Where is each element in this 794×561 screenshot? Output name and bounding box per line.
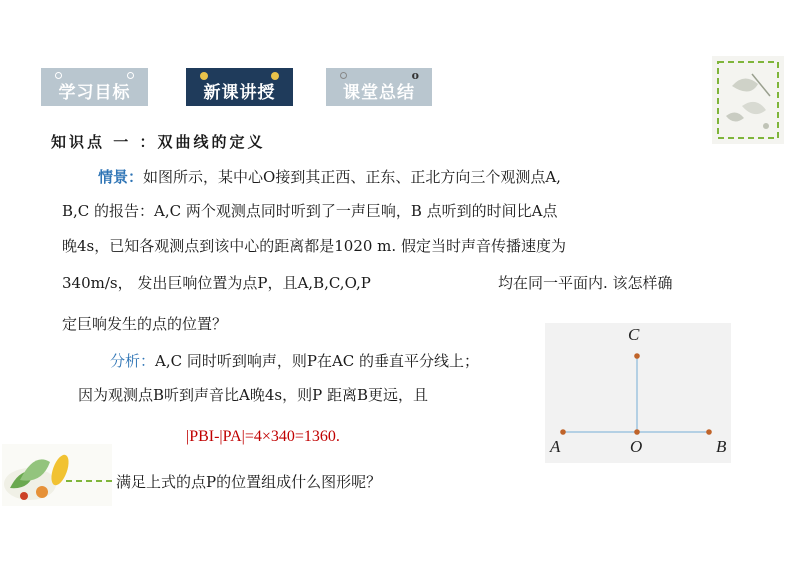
scenario-text: 如图所示，某中心O接到其正西、正东、正北方向三个观测点A, [143, 168, 561, 186]
point-o [634, 429, 640, 435]
point-diagram [545, 323, 731, 463]
dot-icon [200, 72, 208, 80]
point-c [634, 353, 640, 359]
point-b [706, 429, 712, 435]
label-c: C [628, 325, 640, 344]
label-b: B [716, 437, 727, 456]
tab-summary[interactable] [326, 68, 432, 106]
analysis-label: 分析： [110, 352, 156, 370]
circle-icon [127, 72, 134, 79]
circle-icon [55, 72, 62, 79]
scenario-line-2: B,C 的报告：A,C 两个观测点同时听到了一声巨响，B 点听到的时间比A点 [62, 202, 558, 220]
point-a [560, 429, 566, 435]
leaf-decoration-icon [712, 56, 784, 144]
circle-icon [340, 72, 347, 79]
tab-label: 学习目标 [58, 83, 131, 103]
analysis-line-1 [110, 350, 479, 371]
scenario-line-5: 定巨响发生的点的位置？ [62, 315, 228, 333]
tab-new-lesson[interactable] [186, 68, 293, 106]
label-a: A [550, 437, 561, 456]
scenario-line-3: 晚4s，已知各观测点到该中心的距离都是1020 m. 假定当时声音传播速度为 [62, 237, 566, 255]
analysis-line-2: 因为观测点B听到声音比A晚4s，则P 距离B更远，且 [78, 386, 428, 404]
scenario-line-4a: 340m/s， 发出巨响位置为点P，且A,B,C,O,P [62, 274, 371, 292]
tab-mark: o [411, 69, 420, 82]
scenario-label: 情景： [98, 168, 144, 186]
tab-learning-goals[interactable] [41, 68, 148, 106]
tab-label: 课堂总结 [343, 83, 415, 103]
fruit-decoration-icon [2, 444, 112, 506]
scenario-line-4b: 均在同一平面内. 该怎样确 [498, 274, 673, 292]
dot-icon [271, 72, 279, 80]
formula: |PBI-|PA|=4×340=1360. [186, 428, 340, 445]
label-o: O [630, 437, 643, 456]
section-heading: 知识点 一 ：双曲线的定义 [51, 133, 266, 151]
scenario-line-1 [98, 166, 561, 187]
question-line: 满足上式的点P的位置组成什么图形呢？ [116, 473, 382, 491]
analysis-text: A,C 同时听到响声，则P在AC 的垂直平分线上； [155, 352, 480, 370]
tab-label: 新课讲授 [203, 83, 276, 103]
